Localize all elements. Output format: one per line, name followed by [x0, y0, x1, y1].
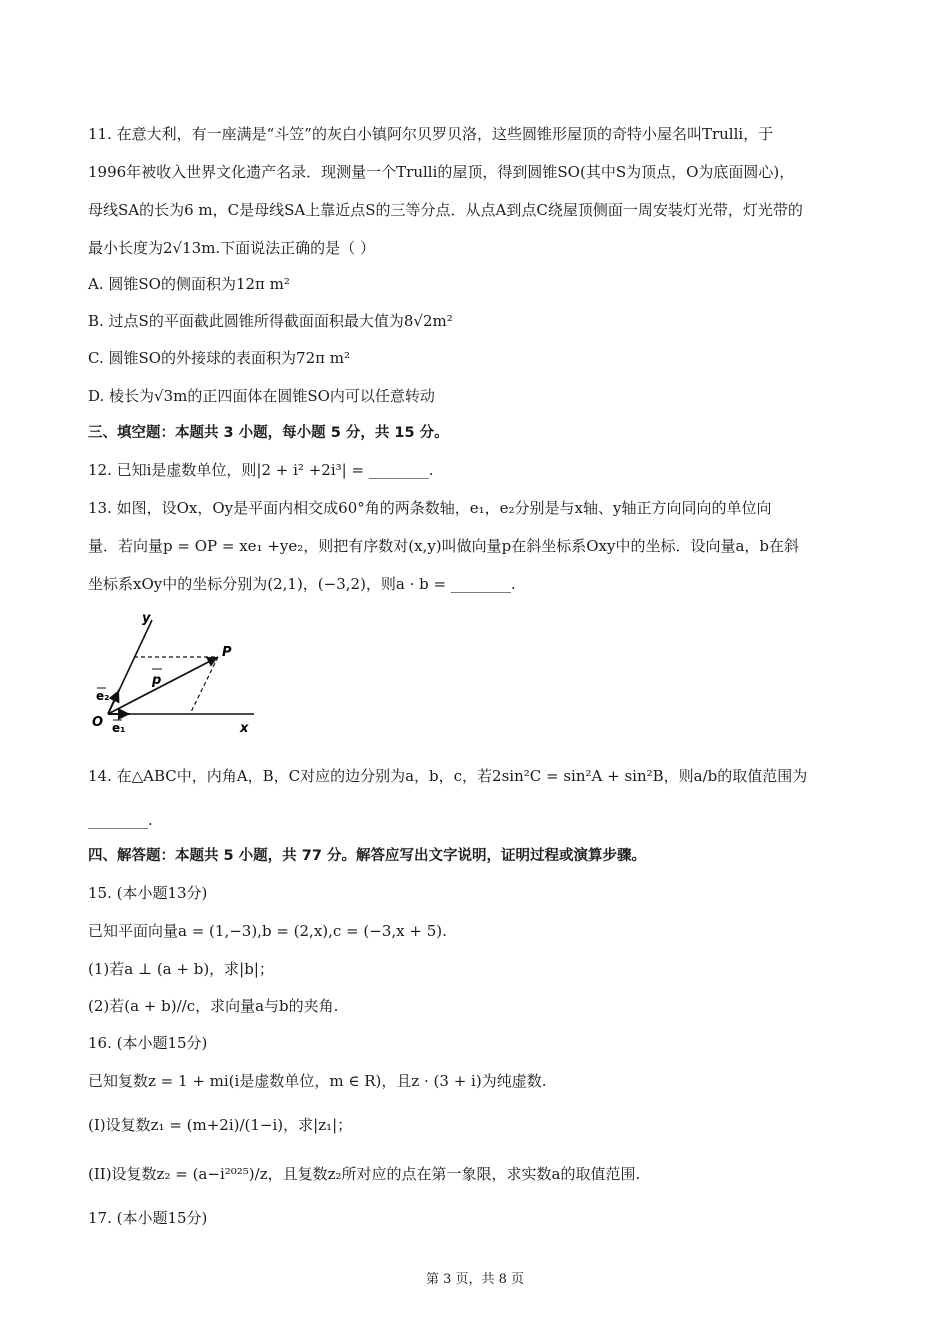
q13-line-1: 13. 如图，设Ox，Oy是平面内相交成60°角的两条数轴，e₁，e₂分别是与x轴、y轴正方向同向的单位向: [88, 499, 772, 517]
label-e2: e₂: [96, 689, 110, 703]
label-x: x: [240, 721, 249, 736]
q11-line-2: 1996年被收入世界文化遗产名录．现测量一个Trulli的屋顶，得到圆锥SO(其中S为顶点，O为底面圆心)，: [88, 163, 795, 181]
q16-heading: 16. (本小题15分): [88, 1034, 208, 1052]
label-y: y: [142, 611, 151, 626]
label-p: p: [152, 673, 162, 688]
q16-part-1: (I)设复数z₁ = (m+2i)/(1−i)，求|z₁|；: [88, 1116, 353, 1134]
q15-part-1: (1)若a ⊥ (a + b)，求|b|；: [88, 960, 274, 978]
q11-option-a: A. 圆锥SO的侧面积为12π m²: [88, 275, 290, 293]
q11-option-b: B. 过点S的平面截此圆锥所得截面面积最大值为8√2m²: [88, 312, 453, 330]
q15-statement: 已知平面向量a = (1,−3),b = (2,x),c = (−3,x + 5).: [88, 922, 447, 940]
q11-line-4: 最小长度为2√13m.下面说法正确的是（ ）: [88, 239, 375, 257]
vector-p: [108, 657, 218, 714]
oblique-coordinate-figure: [86, 608, 266, 744]
q16-statement: 已知复数z = 1 + mi(i是虚数单位，m ∈ R)，且z · (3 + i)为纯虚数.: [88, 1072, 547, 1090]
label-O: O: [92, 715, 104, 730]
q11-option-c: C. 圆锥SO的外接球的表面积为72π m²: [88, 349, 351, 367]
dashed-line-right: [190, 657, 218, 714]
page-footer: 第 3 页，共 8 页: [425, 1272, 525, 1287]
section-3-heading: 三、填空题：本题共 3 小题，每小题 5 分，共 15 分。: [88, 425, 449, 441]
q14-line-1: 14. 在△ABC中，内角A，B，C对应的边分别为a，b，c，若2sin²C = sin²A + sin²B，则a/b的取值范围为: [88, 767, 808, 785]
q15-heading: 15. (本小题13分): [88, 884, 208, 902]
q14-line-2: ________.: [88, 811, 153, 829]
q11-line-1: 11. 在意大利，有一座满是“斗笠”的灰白小镇阿尔贝罗贝洛，这些圆锥形屋顶的奇特小屋名叫Trulli，于: [88, 125, 774, 143]
label-P: P: [222, 645, 232, 660]
q17-heading: 17. (本小题15分): [88, 1209, 208, 1227]
q11-line-3: 母线SA的长为6 m，C是母线SA上靠近点S的三等分点．从点A到点C绕屋顶侧面一周安装灯光带，灯光带的: [88, 201, 803, 219]
label-e1: e₁: [112, 721, 126, 735]
q15-part-2: (2)若(a + b)//c，求向量a与b的夹角.: [88, 997, 339, 1015]
q12: 12. 已知i是虚数单位，则|2 + i² +2i³| = ________.: [88, 461, 434, 479]
q13-line-3: 坐标系xOy中的坐标分别为(2,1)，(−3,2)，则a · b = ________.: [88, 575, 516, 593]
section-4-heading: 四、解答题：本题共 5 小题，共 77 分。解答应写出文字说明，证明过程或演算步骤。: [88, 848, 646, 864]
q13-line-2: 量．若向量p = OP = xe₁ +ye₂，则把有序数对(x,y)叫做向量p在斜坐标系Oxy中的坐标．设向量a，b在斜: [88, 537, 800, 555]
q16-part-2: (II)设复数z₂ = (a−i²⁰²⁵)/z，且复数z₂所对应的点在第一象限，求实数a的取值范围.: [88, 1165, 641, 1183]
q11-option-d: D. 棱长为√3m的正四面体在圆锥SO内可以任意转动: [88, 387, 435, 405]
